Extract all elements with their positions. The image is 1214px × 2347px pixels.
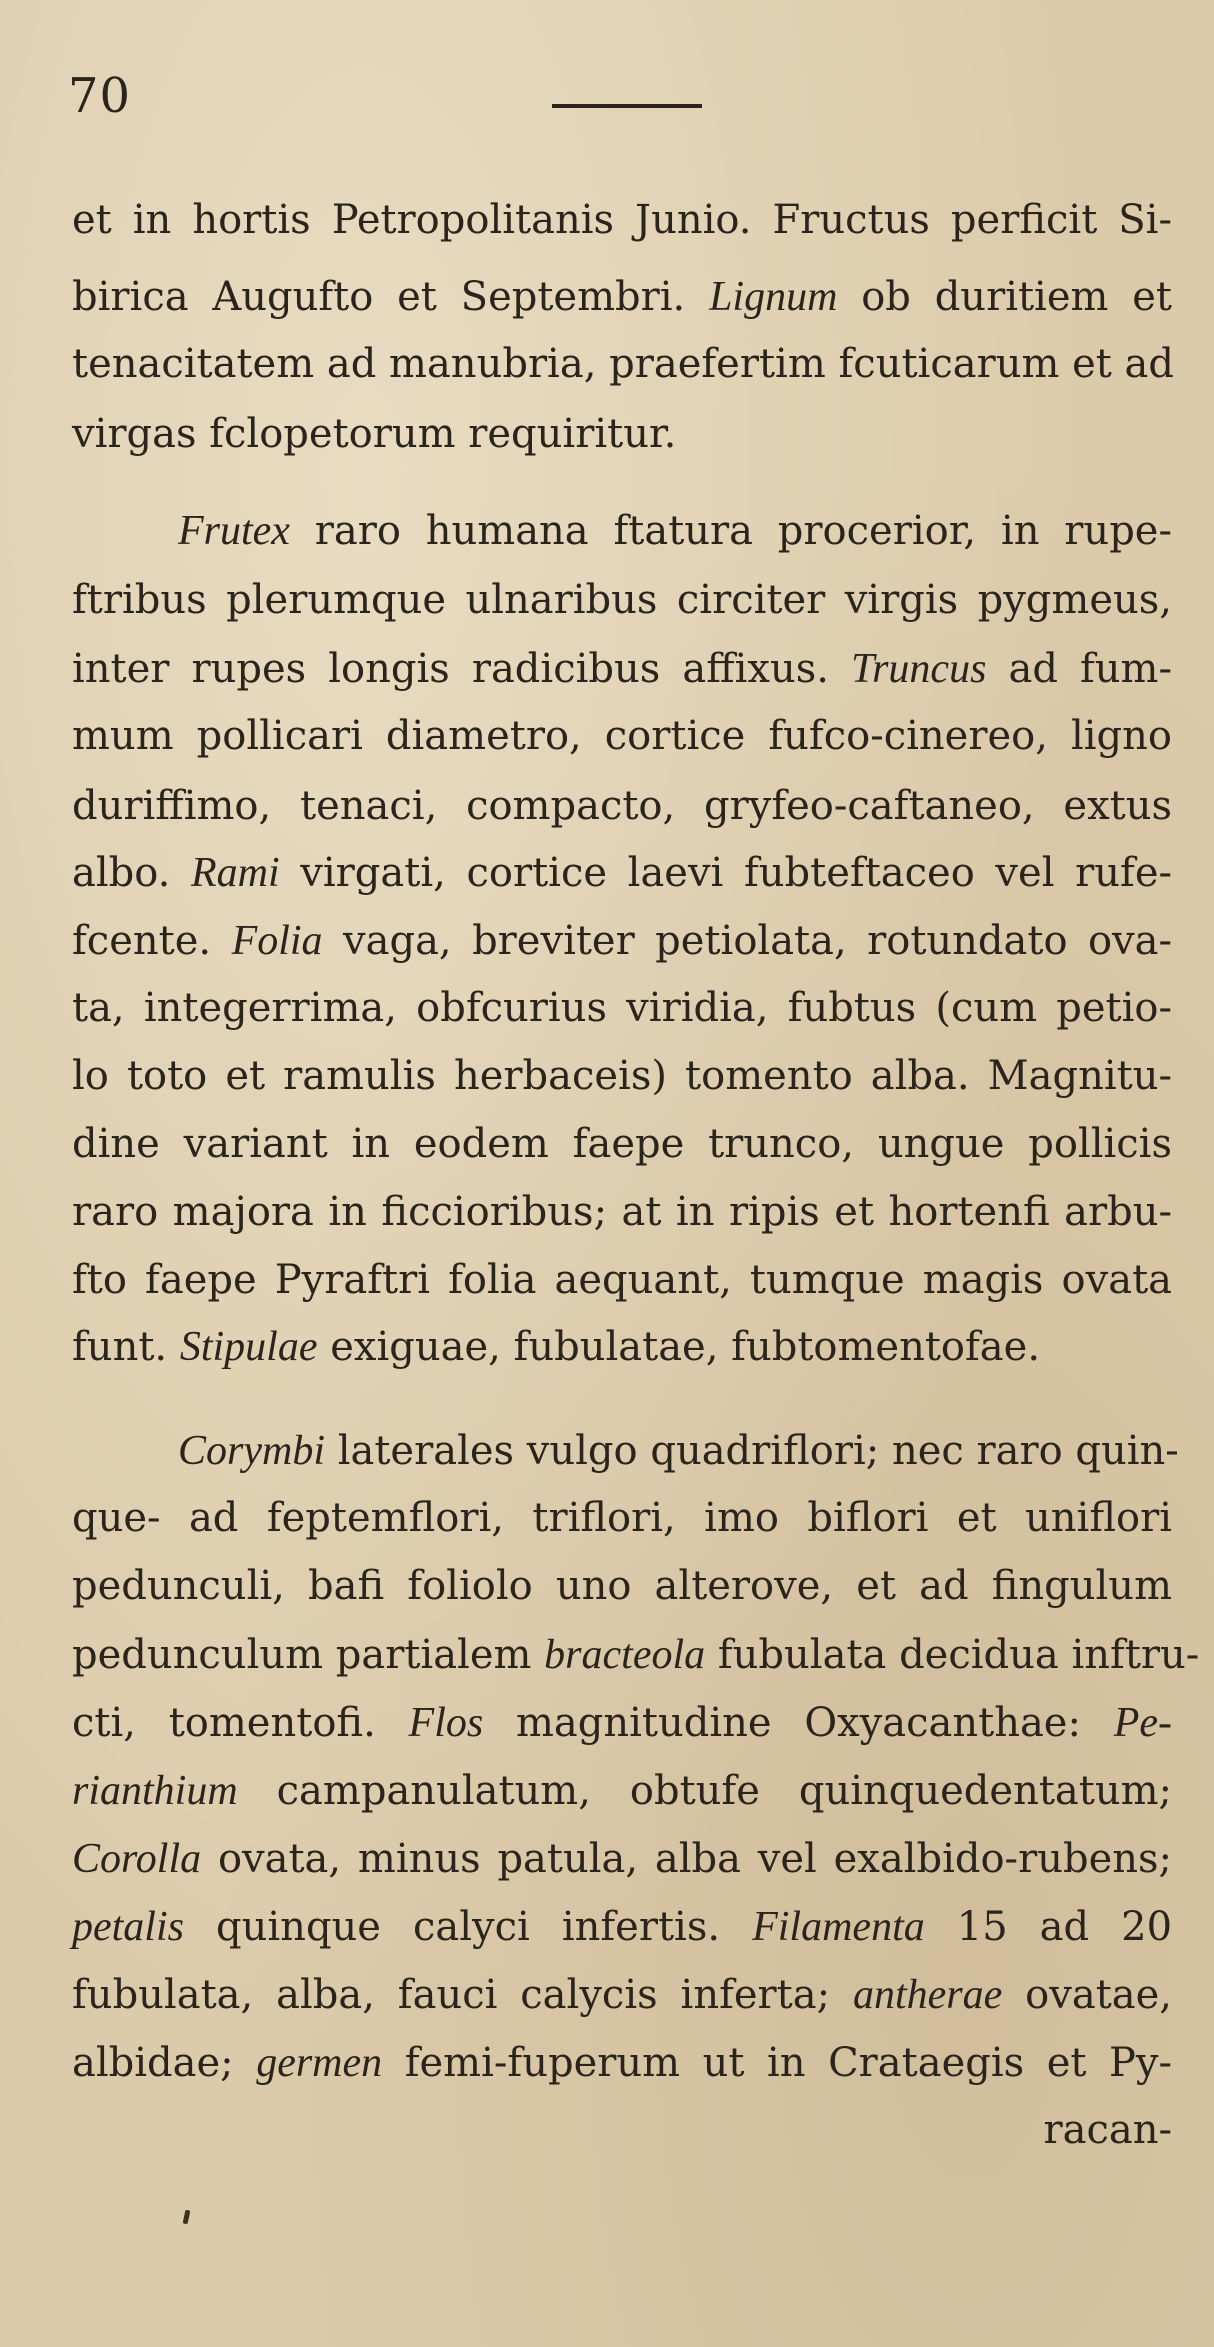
text-span: lo toto et ramulis herbaceis) tomento alba. Magnitu- xyxy=(72,1053,1172,1099)
italic-term: Pe- xyxy=(1113,1700,1173,1746)
text-line xyxy=(72,1770,1172,1812)
text-span: virgati, cortice laevi fubteftaceo vel rufe- xyxy=(300,850,1172,896)
catchword: racan- xyxy=(1043,2107,1172,2153)
text-line xyxy=(72,1121,1172,1167)
page-number: 70 xyxy=(68,68,132,124)
text-line xyxy=(72,985,1172,1031)
text-line xyxy=(72,1053,1172,1099)
text-span: fubulata decidua inftru- xyxy=(717,1632,1200,1678)
text-span: 15 ad 20 xyxy=(956,1904,1173,1950)
italic-term: germen xyxy=(256,2040,383,2086)
text-span: vaga, breviter petiolata, rotundato ova- xyxy=(343,918,1173,964)
text-span: quinque calyci infertis. xyxy=(216,1904,721,1950)
text-span: femi-fuperum ut in Crataegis et Py- xyxy=(404,2040,1173,2086)
text-line xyxy=(72,1257,1172,1303)
text-span: tenacitatem ad manubria, praefertim fcuticarum et ad xyxy=(72,341,1175,387)
text-span: pedunculum partialem xyxy=(72,1632,532,1678)
text-line xyxy=(72,1563,1172,1609)
text-span: fcente. xyxy=(72,918,212,964)
text-span: que- ad feptemflori, triflori, imo biflori et uniflori xyxy=(72,1495,1172,1541)
text-line xyxy=(72,411,1172,457)
italic-term: Stipulae xyxy=(179,1324,318,1370)
text-span: fubulata, alba, fauci calycis inferta; xyxy=(72,1972,831,2018)
text-line xyxy=(72,197,1172,243)
text-line xyxy=(72,276,1172,318)
text-span: ob duritiem et xyxy=(861,274,1172,320)
text-line xyxy=(178,1428,1179,1474)
italic-term: petalis xyxy=(72,1904,184,1950)
italic-term: Corymbi xyxy=(178,1428,325,1474)
text-span: albidae; xyxy=(72,2040,234,2086)
text-span: ftribus plerumque ulnaribus circiter virgis pygmeus, xyxy=(72,577,1172,623)
text-span: ovata, minus patula, alba vel exalbido-rubens; xyxy=(217,1836,1172,1882)
italic-term: rianthium xyxy=(72,1768,238,1814)
text-line xyxy=(72,577,1172,623)
text-span: albo. xyxy=(72,850,171,896)
text-span: et in hortis Petropolitanis Junio. Fructus perficit Si- xyxy=(72,197,1172,243)
text-span: birica Augufto et Septembri. xyxy=(72,274,686,320)
italic-term: Corolla xyxy=(72,1836,202,1882)
text-span: ad fum- xyxy=(1008,646,1173,692)
text-span: pedunculi, bafi foliolo uno alterove, et ad fingulum xyxy=(72,1563,1172,1609)
text-span: ta, integerrima, obfcurius viridia, fubtus (cum petio- xyxy=(72,985,1172,1031)
text-span: funt. xyxy=(72,1324,168,1370)
text-line xyxy=(72,852,1172,894)
text-span: raro majora in ficcioribus; at in ripis et hortenfi arbu- xyxy=(72,1189,1172,1235)
ink-spot xyxy=(183,2210,191,2225)
text-line xyxy=(72,341,1175,387)
text-span: duriffimo, tenaci, compacto, gryfeo-caftaneo, extus xyxy=(72,783,1172,829)
text-line xyxy=(72,1189,1172,1235)
italic-term: Filamenta xyxy=(752,1904,925,1950)
text-span: virgas fclopetorum requiritur. xyxy=(72,411,677,457)
text-span: exiguae, fubulatae, fubtomentofae. xyxy=(330,1324,1041,1370)
text-line xyxy=(72,1838,1172,1880)
text-line xyxy=(72,1495,1172,1541)
text-line xyxy=(72,1632,1200,1678)
text-span: campanulatum, obtufe quinquedentatum; xyxy=(276,1768,1173,1814)
text-line xyxy=(72,1906,1172,1948)
text-line xyxy=(72,713,1172,759)
text-line xyxy=(72,1326,1172,1368)
text-line xyxy=(72,2042,1172,2084)
italic-term: antherae xyxy=(852,1972,1003,2018)
italic-term: Folia xyxy=(231,918,323,964)
italic-term: Flos xyxy=(408,1700,484,1746)
text-line xyxy=(178,510,1172,552)
italic-term: Lignum xyxy=(709,274,838,320)
text-span: laterales vulgo quadriflori; nec raro quin- xyxy=(337,1428,1179,1474)
header-divider xyxy=(552,104,702,108)
text-line xyxy=(72,783,1172,829)
text-span: inter rupes longis radicibus affixus. xyxy=(72,646,829,692)
text-span: mum pollicari diametro, cortice fufco-cinereo, ligno xyxy=(72,713,1172,759)
text-span: cti, tomentofi. xyxy=(72,1700,376,1746)
italic-term: Truncus xyxy=(851,646,987,692)
italic-term: Rami xyxy=(190,850,280,896)
text-span: dine variant in eodem faepe trunco, ungue pollicis xyxy=(72,1121,1172,1167)
text-line xyxy=(72,1974,1172,2016)
italic-term: Frutex xyxy=(178,508,290,554)
italic-term: bracteola xyxy=(544,1632,706,1678)
text-line xyxy=(72,920,1172,962)
text-line xyxy=(72,1702,1172,1744)
text-line xyxy=(72,648,1172,690)
text-span: magnitudine Oxyacanthae: xyxy=(515,1700,1081,1746)
text-span: fto faepe Pyraftri folia aequant, tumque magis ovata xyxy=(72,1257,1172,1303)
text-span: ovatae, xyxy=(1025,1972,1173,2018)
text-span: raro humana ftatura procerior, in rupe- xyxy=(314,508,1172,554)
